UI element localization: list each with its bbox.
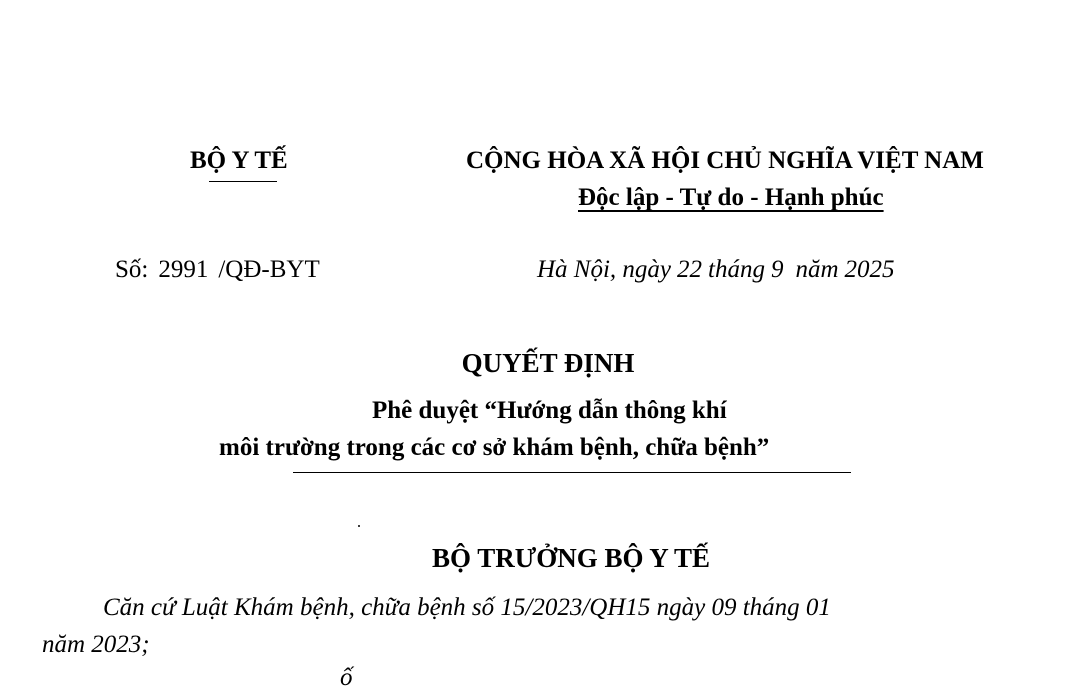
decision-subtitle-line2: môi trường trong các cơ sở khám bệnh, chữa bệnh”: [219, 434, 770, 461]
decision-subtitle-line1: Phê duyệt “Hướng dẫn thông khí: [372, 397, 727, 424]
national-motto: Độc lập - Tự do - Hạnh phúc: [578, 184, 884, 211]
stray-dot: [358, 525, 360, 527]
document-number: [115, 256, 320, 284]
ministry-underline: [209, 181, 277, 182]
date-year-word: năm: [795, 256, 839, 283]
place-label: Hà Nội, ngày: [537, 256, 672, 283]
legal-basis-line1: Căn cứ Luật Khám bệnh, chữa bệnh số 15/2023/QH15 ngày 09 tháng 01: [103, 594, 831, 621]
date-year: 2025: [844, 256, 895, 283]
legal-basis-line2: năm 2023;: [42, 631, 150, 658]
document-number-value: 2991: [158, 256, 209, 283]
cut-off-text: ố: [340, 664, 353, 691]
document-number-prefix: Số:: [115, 256, 149, 283]
national-title: CỘNG HÒA XÃ HỘI CHỦ NGHĨA VIỆT NAM: [466, 147, 984, 174]
ministry-name: BỘ Y TẾ: [190, 147, 288, 174]
issuing-authority: BỘ TRƯỞNG BỘ Y TẾ: [432, 543, 711, 573]
date-day: 22: [677, 256, 703, 283]
place-and-date: [537, 256, 895, 284]
date-month-word: tháng: [708, 256, 765, 283]
decision-title: QUYẾT ĐỊNH: [461, 348, 635, 378]
document-number-suffix: /QĐ-BYT: [218, 256, 320, 283]
subtitle-underline: [293, 472, 851, 473]
date-month: 9: [770, 256, 784, 283]
